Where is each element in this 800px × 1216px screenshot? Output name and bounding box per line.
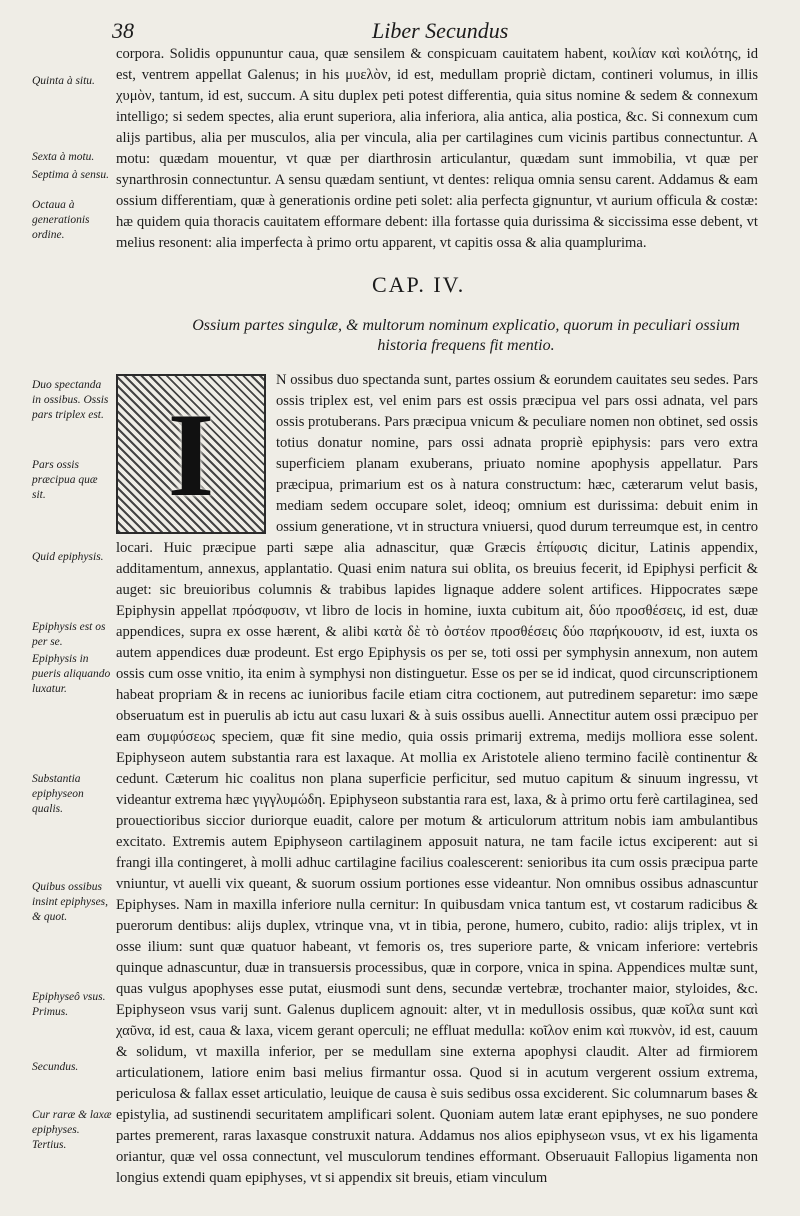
- margin-note-epi-pueris: Epiphysis in pueris aliquando luxatur.: [32, 653, 111, 695]
- margin-note-usus: Epiphyseô vsus. Primus.: [32, 991, 106, 1018]
- margin-note-septima: Septima à sensu.: [32, 169, 109, 181]
- margin-note-sexta: Sexta à motu.: [32, 151, 95, 163]
- margin-note-pars: Pars ossis præcipua quæ sit.: [32, 459, 98, 501]
- section-2-paragraph: N ossibus duo spectanda sunt, partes ossium & eorundem cauitates seu sedes. Pars ossis triplex est, vel enim pars est ossis præcipua vel pars ossi adnata, vel pars ossis protuberans. Pars præcipua vnicum & peculiare nomen non obtinet, sed ossis totius donatur nomine, pars ossi adnata propriè epiphysis: pars vero extra superficiem planam exuberans, priuato nomine apophysis appellatur. Pars præcipua, primarium est os à natura constructum: hæc, cæterarum velut basis, mediam sedem occupare solet, ideoq; omnium est durissima: debuit enim in ossium generatione, vt in structura vniuersi, quod durum terreumque est, in centro locari. Huic præcipue parti sæpe alia adnascitur, quæ Græcis ἐπίφυσις dicitur, Latinis appendix, additamentum, annexus, applantatio. Quasi enim natura sui oblita, os breuius fecerit, id Epiphysi perficit & auget: sic breuioribus columnis & trabibus lapides lignaque addere solent artifices. Hippocrates sæpe Epiphysin appellat πρόσφυσιν, vt libro de locis in homine, iuxta cubitum ait, δύο προσθέσεις, id est, duæ appendices, supra ex osse hærent, & alibi κατὰ δὲ τὸ ὀστέον προσθέσεις δύο παρήκουσιν, id est, iuxta os autem appendices duæ prodeunt. Est ergo Epiphysis os per se, toti ossi per symphysin annexum, non autem ossis cum osse vnitio, ita enim à symphysi non distinguetur. Esse os per se id indicat, quod circunscriptionem habeat propriam & in recens ac iunioribus facile etiam citra coctionem, aut putredinem separetur: imo sæpe obseruatum est in puerulis ab ictu aut casu luxari & à suis ossibus auelli. Annectitur autem ossi præcipuo per eam συμφύσεως speciem, quæ fit sine medio, quia ossis primarij extrema, medijs molliora esse solent. Epiphyseon autem substantia rara est laxaque. At mollia ex Aristotele alieno termino facilè continentur & cedunt. Cæterum hic coalitus non plana superficie perficitur, sed mutuo capitum & sinuum ingressu, vt videantur extrema hæc γιγγλυμώδη. Epiphyseon substantia rara est, laxa, & à primo ortu ferè cartilaginea, sed prouectioribus siccior duriorque euadit, calore per motum & articulorum attritum nobis iam ambulantibus excitato. Extremis autem Epiphyseon cartilaginem apposuit natura, ne tam facile ictus exciperent: aut si frangi illa contingeret, à molli adhuc cartilagine facilius coalescerent: senioribus ita cum ossis præcipua parte vniuntur, vt auelli vix queant, & suorum ossium portiones esse videantur. Non omnibus ossibus adnascuntur Epiphyses. Nam in maxilla inferiore nulla cernitur: In quibusdam vnica tantum est, vt costarum radicibus & puerorum dentibus: alijs duplex, vtrinque vna, vt in tibia, perone, humero, cubito, radio: alijs triplex, vt in osse ilium: sunt quæ quatuor habeant, vt femoris os, tres superiore parte, & vnicam inferiore: vertebris quinque adnascuntur, duæ in transuersis processibus, quæ in corpore, vnica in spina. Appendices multæ sunt, quas vulgus apophyses esse putat, eiusmodi sunt dens, secundæ vertebræ, trochanter maior, styloides, &c. Epiphyseon vsus varij sunt. Galenus duplicem agnouit: alter, vt in medullosis ossibus, quæ κοῖλα sunt καὶ χαῦνα, id est, caua & laxa, vicem gerant operculi; ne effluat medulla: κοῖλον enim καὶ πυκνὸν, id est, cauum & solidum, vt maxilla inferior, per se medullam sine externa apophysi claudit. Alter ad firmiorem articulationem, latiore enim basi melius firmantur ossa. Quod si in acutum vergerent ossium extrema, periculosa & fallax esset articulatio, leuique de causa è suis sedibus ossa exciderent. Sic columnarum bases & epistylia, ad sustinendi securitatem amplificari solent. Quoniam autem latæ erant epiphyses, ne suo pondere partes premerent, raras laxasque construxit natura. Addamus nos alios epiphyseωn vsus, vt ex his ligamenta oriantur, quæ vel ossa connectunt, vel musculorum tendines efformant. Obseruauit Fallopius ligamenta non longius extendi quam epiphyses, vt si appendix sit breuis, etiam vinculum: [116, 372, 758, 1186]
- margin-note-tertius: Cur raræ & laxæ epiphyses. Tertius.: [32, 1109, 112, 1151]
- section-2: [116, 370, 758, 1189]
- initial-letter: I: [167, 388, 215, 521]
- margin-note-quid: Quid epiphysis.: [32, 551, 104, 563]
- margin-note-substantia: Substantia epiphyseon qualis.: [32, 773, 84, 815]
- chapter-heading: CAP. IV.: [372, 272, 466, 297]
- page-number: 38: [112, 18, 134, 43]
- decorated-initial: [116, 374, 266, 534]
- running-head: Liber Secundus: [372, 18, 509, 43]
- margin-note-octaua: Octaua à generationis ordine.: [32, 199, 90, 241]
- margin-note-epi-os: Epiphysis est os per se.: [32, 621, 106, 648]
- margin-note-secundus: Secundus.: [32, 1061, 79, 1073]
- section-1-paragraph: corpora. Solidis oppununtur caua, quæ sensilem & conspicuam cauitatem habent, κοιλίαν καὶ κοιλότης, id est, ventrem appellat Galenus; in his μυελὸν, id est, medullam propriè dictam, contineri volumus, in illis χυμὸν, tantum, id est, succum. A situ duplex peti potest differentia, quia situs nomine & sedem & connexum intelligo; si sedem spectes, alia erunt superiora, alia inferiora, alia antica, alia postica, &c. Si connexum cum alijs partibus, alia per musculos, alia per vincula, alia per cartilagines cum vicinis partibus connectuntur. A motu: quædam mouentur, vt quæ per diarthrosin articulantur, quædam sunt immobilia, vt quæ per synarthrosin connectuntur. A sensu quædam sentiunt, vt dentes: reliqua omnia sensu carent. Addamus & eam ossium differentiam, quæ à generationis ordine peti solet: alia perfecta gignuntur, vt aurium officula & costæ: hæ quidem quia thoracis cauitatem efformare debent: illa fortasse quia durissima & siccissima esse debent, vt melius resonent: alia imperfecta à primo ortu apparent, vt capitis ossa & alia quamplurima.: [116, 46, 758, 251]
- chapter-subtitle: Ossium partes singulæ, & multorum nominum explicatio, quorum in peculiari ossium historia frequens fit mentio.: [192, 317, 740, 354]
- margin-note-duo: Duo spectanda in ossibus. Ossis pars triplex est.: [32, 379, 109, 421]
- margin-note-quinta: Quinta à situ.: [32, 75, 95, 87]
- margin-note-quibus: Quibus ossibus insint epiphyses, & quot.: [32, 881, 109, 923]
